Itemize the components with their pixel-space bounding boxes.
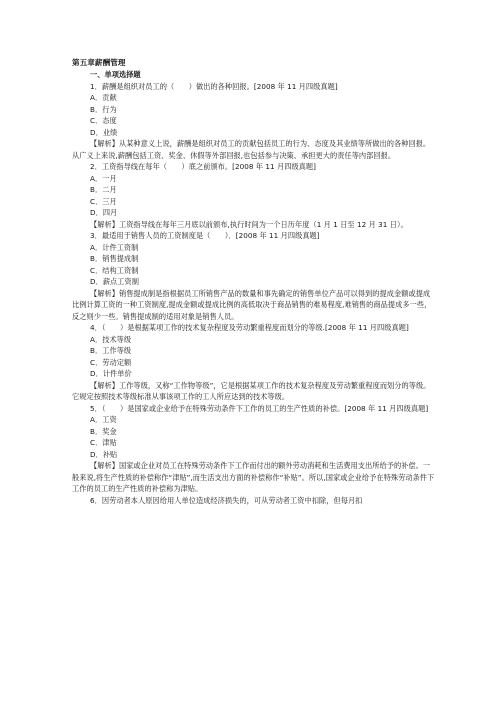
chapter-title: 第五章薪酬管理 bbox=[72, 58, 126, 67]
explanation-paragraph: 【解析】工资指导线在每年三月底以前颁布,执行时间为一个日历年度（1 月 1 日至 12 月 31 日）。 bbox=[90, 219, 408, 229]
answer-option: B．奖金 bbox=[90, 426, 117, 436]
answer-option: A．贡献 bbox=[90, 93, 117, 102]
answer-option: B．二月 bbox=[90, 185, 117, 194]
answer-option: A．计件工资制 bbox=[90, 242, 139, 252]
answer-option: C．结构工资制 bbox=[90, 265, 139, 275]
question-list bbox=[72, 81, 436, 507]
question-text: 4．（ ）是根据某项工作的技术复杂程度及劳动繁重程度而划分的等级.[2008 年 11 月四级真题] bbox=[90, 323, 409, 332]
answer-option: C．态度 bbox=[90, 116, 117, 125]
explanation-paragraph: 【解析】工作等级，又称“工作物等级”，它是根据某项工作的技术复杂程度及劳动繁重程度而划分的等级。它规定按照技术等级标准从事该项工作的工人所应达到的技术等级。 bbox=[72, 380, 431, 401]
answer-option: D．薪点工资制 bbox=[90, 277, 140, 286]
question-text: 6．因劳动者本人原因给用人单位造成经济损失的，可从劳动者工资中扣除，但每月扣 bbox=[90, 495, 363, 505]
document-content bbox=[72, 57, 436, 506]
answer-option: D．补贴 bbox=[90, 449, 118, 459]
answer-option: D．业绩 bbox=[90, 127, 118, 137]
answer-option: C．三月 bbox=[90, 196, 117, 206]
answer-option: B．行为 bbox=[90, 104, 117, 114]
question-text: 5．（ ）是国家或企业给予在特殊劳动条件下工作的员工的生产性质的补偿。[2008 年 11 月四级真题] bbox=[90, 403, 429, 413]
question-text: 2．工资指导线在每年（ ）底之前颁布。[2008 年 11 月四级真题] bbox=[90, 162, 317, 171]
answer-option: C．劳动定额 bbox=[90, 357, 132, 367]
question-text: 3．最适用于销售人员的工资制度是（ ）．[2008 年 11 月四级真题] bbox=[90, 231, 320, 240]
answer-option: B．销售提成制 bbox=[90, 254, 139, 263]
section-heading: 一、单项选择题 bbox=[90, 70, 141, 79]
answer-option: A．一月 bbox=[90, 173, 117, 183]
answer-option: A．工资 bbox=[90, 415, 117, 424]
answer-option: B．工作等级 bbox=[90, 346, 132, 355]
answer-option: A．技术等级 bbox=[90, 334, 132, 344]
explanation-paragraph: 【解析】从某种意义上说，薪酬是组织对员工的贡献包括员工的行为、态度及其业绩等所做出的各种回报。从广义上来说,薪酬包括工资、奖金、休假等外部回报,也包括参与决策、承担更大的责任等内部回报。 bbox=[72, 139, 431, 160]
answer-option: C．津贴 bbox=[90, 438, 117, 447]
question-text: 1．薪酬是组织对员工的（ ）做出的各种回报。[2008 年 11 月四级真题] bbox=[90, 81, 338, 91]
answer-option: D．计件单价 bbox=[90, 369, 132, 378]
explanation-paragraph: 【解析】销售提成制是指根据员工所销售产品的数量和事先确定的销售单位产品可以得到的提成金额或提成比例计算工资的一种工资制度,提成金额或提成比例的高低取决于商品销售的难易程度,难销售的商品提成多一些，反之则少一些。销售提成制的适用对象是销售人员。 bbox=[72, 288, 432, 321]
answer-option: D．四月 bbox=[90, 208, 118, 217]
explanation-paragraph: 【解析】国家或企业对员工在特殊劳动条件下工作而付出的额外劳动消耗和生活费用支出所给予的补偿。一般来说,将生产性质的补偿称作“津贴”,而生活支出方面的补偿称作“补贴”。所以,国家或企业给予在特殊劳动条件下工作的员工的生产性质的补偿称为津贴。 bbox=[72, 461, 435, 493]
